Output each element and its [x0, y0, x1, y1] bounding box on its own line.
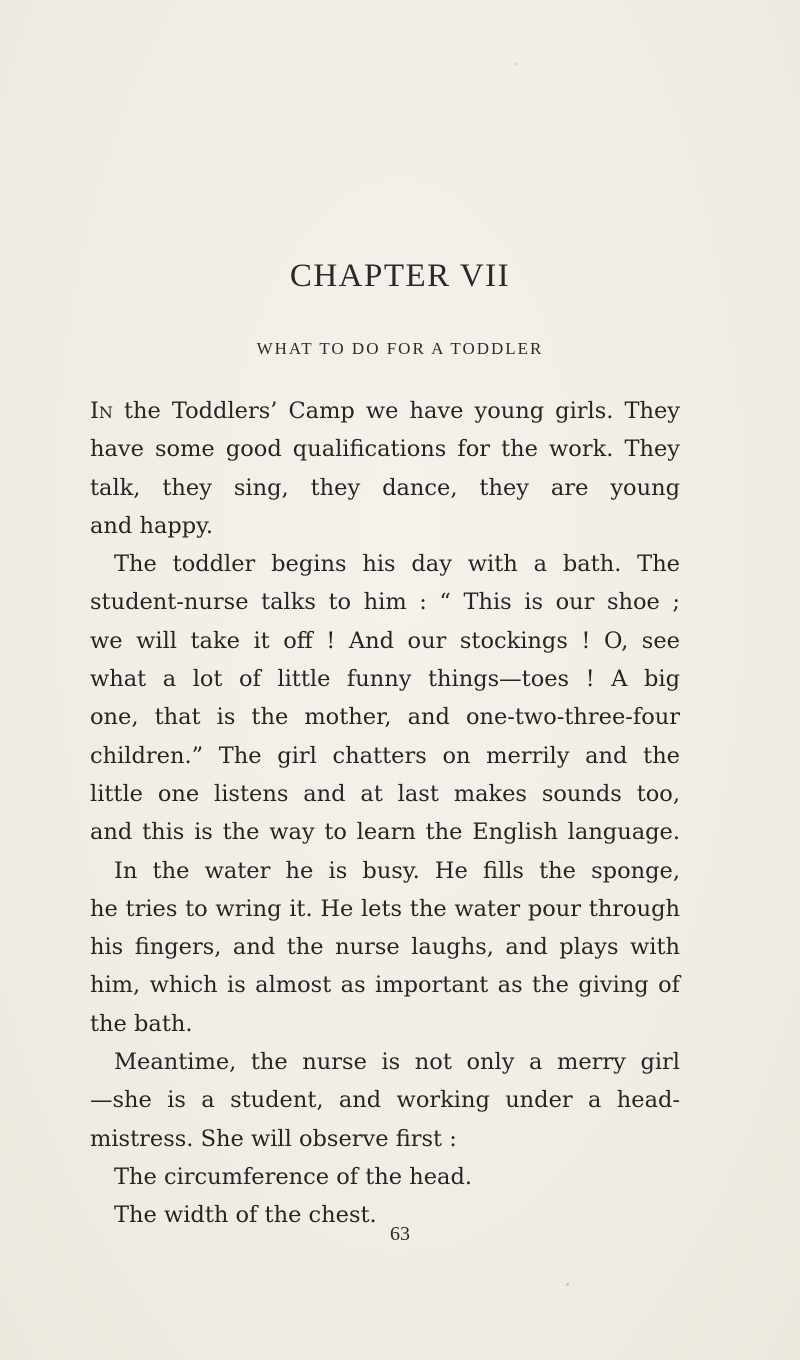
text-line-3: talk, they sing, they dance, they are young [90, 474, 680, 501]
text-line-13: In the water he is busy. He fills the sponge, [114, 857, 680, 884]
text-line-20: mistress. She will observe first : [90, 1125, 457, 1152]
paper-speck [566, 1283, 569, 1286]
text-line-17: the bath. [90, 1010, 193, 1037]
text-line-14: he tries to wring it. He lets the water pour through [90, 895, 680, 922]
text-line-19: —she is a student, and working under a head- [90, 1087, 680, 1114]
text-line-2: have some good qualifications for the work. They [90, 436, 680, 463]
drop-word: In [90, 398, 113, 424]
text-line-9: one, that is the mother, and one-two-three-four [90, 704, 680, 731]
text-line-1-rest: the Toddlers’ Camp we have young girls. They [112, 398, 680, 424]
text-line-5: The toddler begins his day with a bath. The [114, 551, 680, 578]
text-line-4: and happy. [90, 512, 214, 539]
text-line-8: what a lot of little funny things—toes ! A big [90, 666, 680, 693]
text-line-15: his fingers, and the nurse laughs, and plays with [90, 934, 680, 961]
text-line-7: we will take it off ! And our stockings ! O, see [90, 627, 680, 654]
text-line-10: children.” The girl chatters on merrily and the [90, 742, 680, 769]
body-text [90, 392, 680, 1235]
text-line-6: student-nurse talks to him : “ This is our shoe ; [90, 589, 680, 616]
chapter-subtitle: WHAT TO DO FOR A TODDLER [256, 339, 544, 358]
text-line-11: little one listens and at last makes sounds too, [90, 780, 680, 807]
page-number: 63 [390, 1223, 410, 1245]
text-line-16: him, which is almost as important as the giving of [90, 972, 680, 999]
text-line-18: Meantime, the nurse is not only a merry girl [114, 1049, 680, 1076]
chapter-title: CHAPTER VII [289, 258, 511, 294]
text-line-12: and this is the way to learn the English language. [90, 819, 680, 846]
text-line-22: The width of the chest. [114, 1202, 377, 1229]
text-line-21: The circumference of the head. [114, 1163, 473, 1190]
text-line-1 [90, 392, 680, 430]
paper-speck [515, 63, 517, 65]
